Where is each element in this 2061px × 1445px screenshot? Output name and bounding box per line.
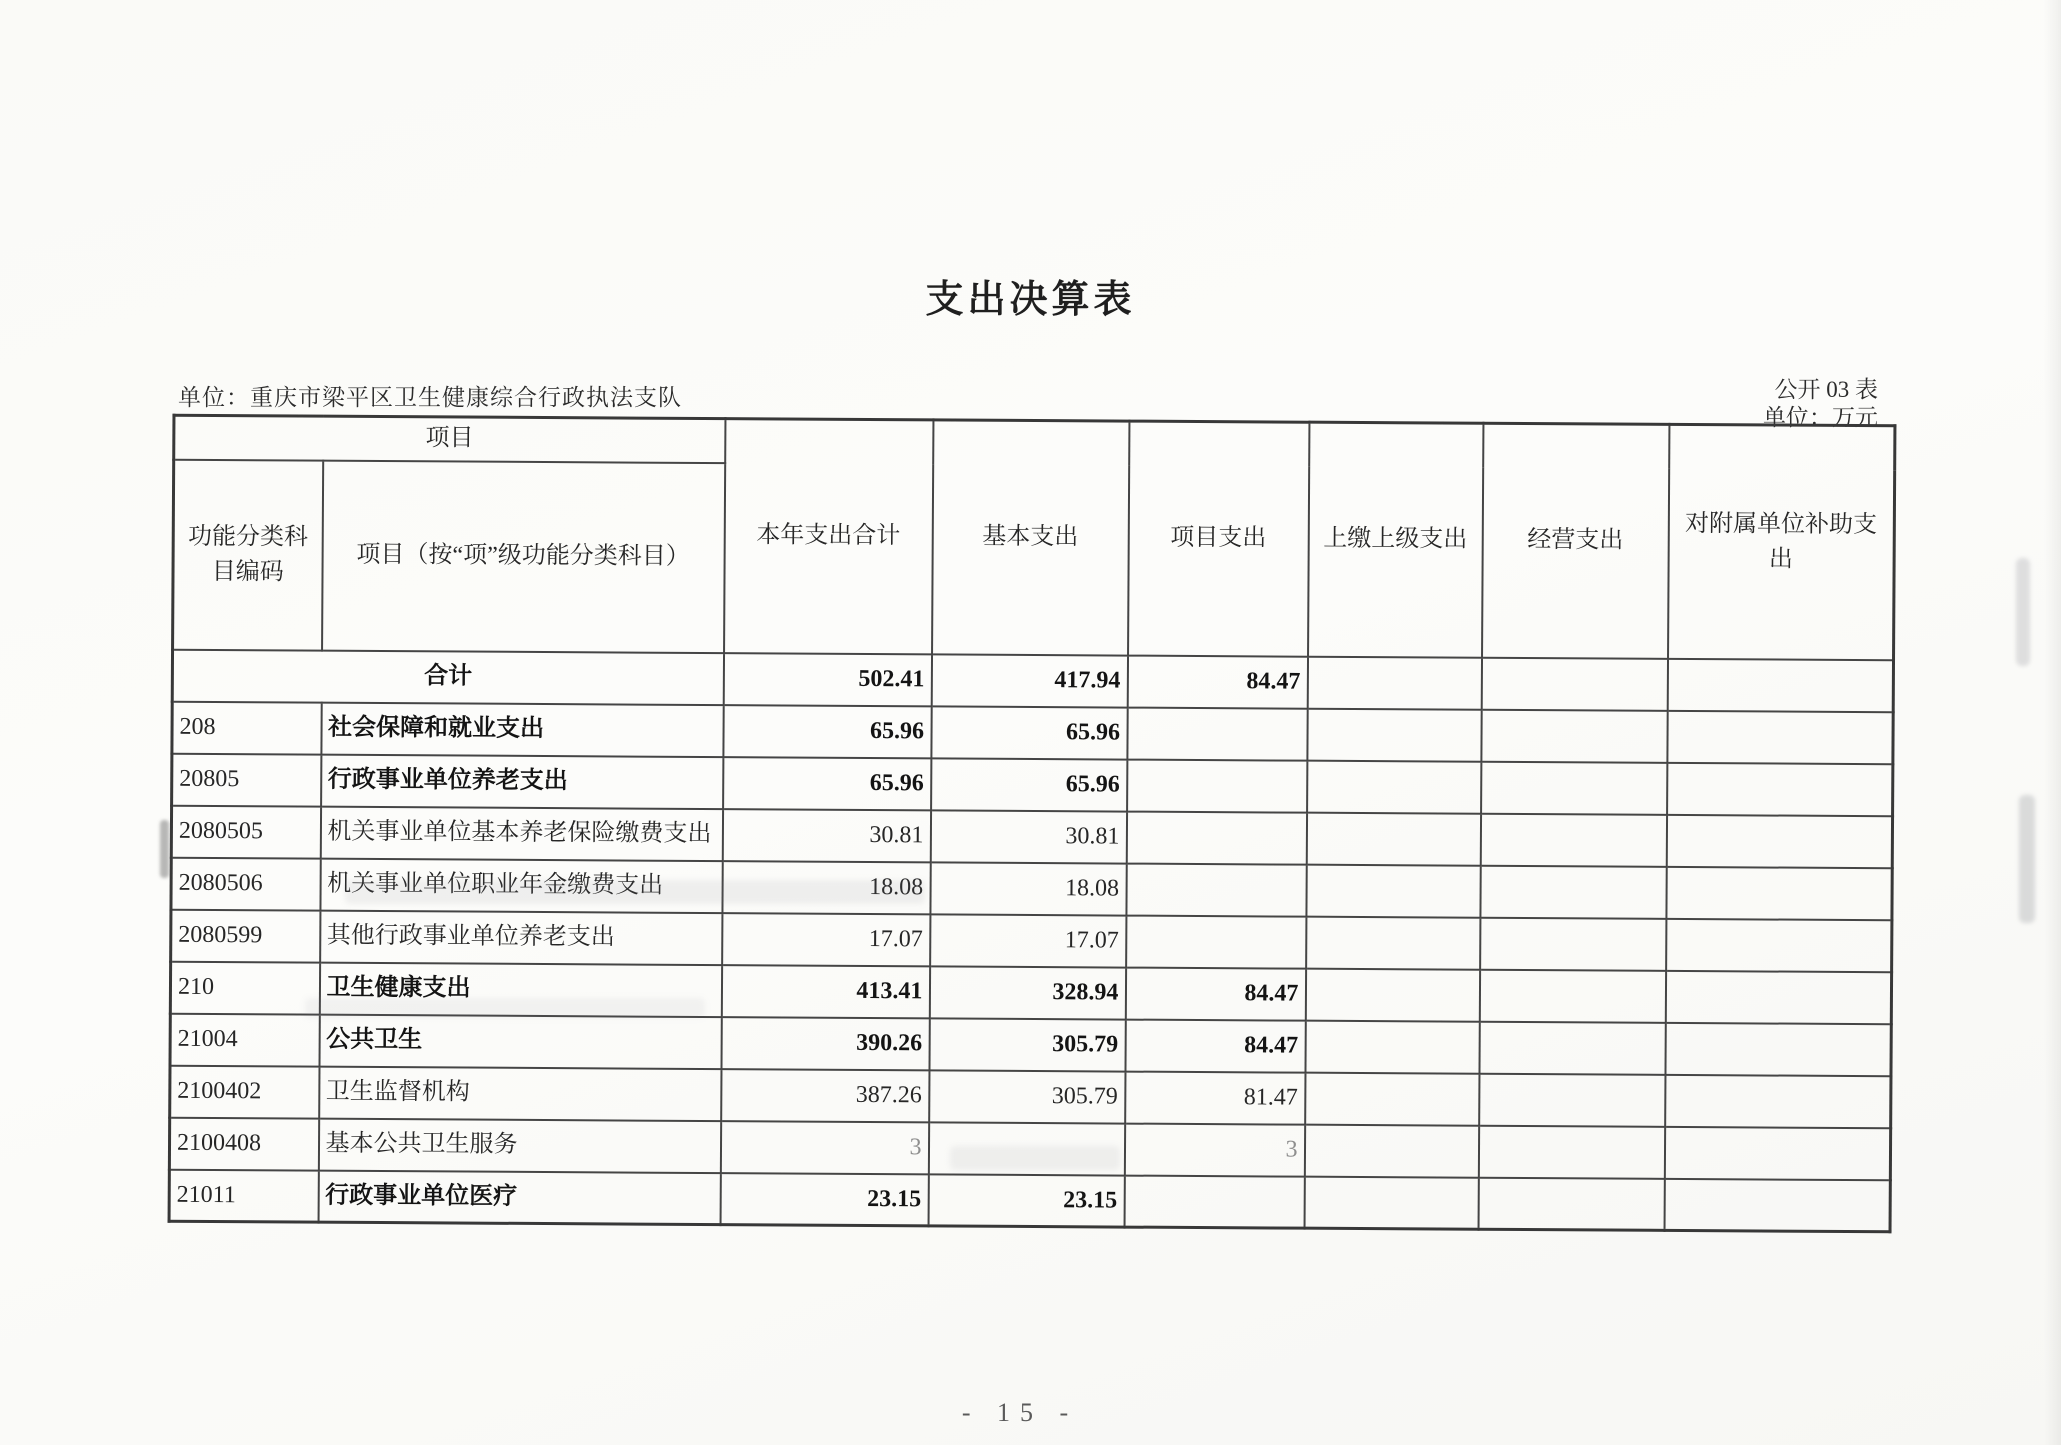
cell-remit-upper [1307, 656, 1481, 709]
cell-basic: 65.96 [931, 706, 1127, 759]
cell-subsidy [1666, 918, 1892, 971]
cell-year-total: 413.41 [721, 965, 929, 1018]
cell-operating [1481, 657, 1667, 710]
cell-operating [1481, 709, 1667, 762]
cell-basic: 305.79 [929, 1070, 1125, 1123]
cell-remit-upper [1305, 968, 1479, 1021]
cell-remit-upper [1306, 812, 1480, 865]
page-edge-shadow [2044, 0, 2061, 1445]
cell-name: 合计 [172, 649, 723, 704]
cell-project [1126, 915, 1306, 968]
cell-subsidy [1665, 970, 1891, 1023]
cell-project [1126, 863, 1306, 916]
header-year-total: 本年支出合计 [724, 419, 933, 654]
header-item-group: 项目 [174, 415, 725, 462]
cell-basic: 17.07 [930, 914, 1126, 967]
cell-year-total: 387.26 [721, 1069, 929, 1122]
cell-name: 其他行政事业单位养老支出 [320, 910, 722, 964]
cell-basic: 417.94 [931, 654, 1127, 707]
cell-subsidy [1667, 658, 1893, 711]
scan-smudge [2019, 795, 2035, 923]
cell-code: 21011 [169, 1169, 318, 1222]
cell-year-total: 17.07 [722, 913, 930, 966]
cell-operating [1478, 1125, 1664, 1178]
cell-subsidy [1666, 814, 1892, 867]
cell-name: 卫生健康支出 [319, 962, 721, 1016]
cell-basic [928, 1122, 1124, 1175]
cell-basic: 23.15 [928, 1174, 1124, 1227]
cell-basic: 30.81 [930, 810, 1126, 863]
cell-basic: 65.96 [931, 758, 1127, 811]
cell-remit-upper [1304, 1124, 1478, 1177]
header-project: 项目支出 [1128, 421, 1309, 656]
form-code-label: 公开 03 表 [1774, 377, 1878, 402]
cell-basic: 305.79 [929, 1018, 1125, 1071]
header-subsidy-affiliated: 对附属单位补助支出 [1668, 424, 1895, 659]
cell-remit-upper [1304, 1176, 1478, 1229]
cell-project [1127, 759, 1307, 812]
cell-code: 208 [172, 701, 321, 754]
cell-subsidy [1665, 1022, 1891, 1075]
cell-subsidy [1664, 1126, 1890, 1179]
org-unit-label: 单位：重庆市梁平区卫生健康综合行政执法支队 [178, 385, 682, 410]
cell-code: 210 [170, 961, 319, 1014]
cell-name: 公共卫生 [319, 1014, 721, 1068]
cell-project [1126, 811, 1306, 864]
cell-name: 卫生监督机构 [319, 1066, 721, 1120]
scan-smudge [2016, 558, 2030, 666]
cell-remit-upper [1306, 916, 1480, 969]
cell-year-total: 502.41 [723, 653, 931, 706]
cell-code: 2080505 [171, 805, 320, 858]
cell-basic: 328.94 [929, 966, 1125, 1019]
cell-subsidy [1666, 866, 1892, 919]
cell-code: 20805 [172, 753, 321, 806]
cell-operating [1479, 969, 1665, 1022]
header-code: 功能分类科目编码 [173, 459, 323, 650]
page-title: 支出决算表 [925, 279, 1136, 321]
cell-operating [1480, 813, 1666, 866]
cell-name: 基本公共卫生服务 [318, 1118, 720, 1172]
cell-operating [1479, 1021, 1665, 1074]
cell-name: 行政事业单位医疗 [318, 1170, 720, 1224]
cell-remit-upper [1305, 1072, 1479, 1125]
cell-project: 84.47 [1125, 1019, 1305, 1072]
cell-year-total: 30.81 [722, 809, 930, 862]
cell-subsidy [1667, 762, 1893, 815]
cell-year-total: 65.96 [723, 705, 931, 758]
cell-year-total: 18.08 [722, 861, 930, 914]
cell-subsidy [1664, 1178, 1890, 1231]
cell-remit-upper [1307, 760, 1481, 813]
cell-name: 机关事业单位职业年金缴费支出 [320, 858, 722, 912]
cell-operating [1480, 917, 1666, 970]
expenditure-table [168, 414, 1897, 1234]
cell-project [1124, 1175, 1304, 1228]
header-operating: 经营支出 [1482, 423, 1669, 658]
scan-smudge [160, 820, 169, 878]
currency-unit-label: 单位：万元 [1763, 405, 1878, 430]
cell-operating [1480, 865, 1666, 918]
cell-subsidy [1667, 710, 1893, 763]
cell-project: 3 [1124, 1123, 1304, 1176]
cell-remit-upper [1307, 708, 1481, 761]
cell-name: 机关事业单位基本养老保险缴费支出 [320, 806, 722, 860]
header-item: 项目（按“项”级功能分类科目） [322, 460, 725, 652]
cell-code: 2100408 [169, 1117, 318, 1170]
cell-year-total: 65.96 [723, 757, 931, 810]
cell-code: 2080506 [171, 857, 320, 910]
cell-name: 行政事业单位养老支出 [321, 754, 723, 808]
cell-subsidy [1665, 1074, 1891, 1127]
header-remit-upper: 上缴上级支出 [1308, 422, 1483, 657]
cell-basic: 18.08 [930, 862, 1126, 915]
table-row [169, 1169, 1890, 1232]
cell-remit-upper [1305, 1020, 1479, 1073]
cell-project [1127, 707, 1307, 760]
page-number: - 15 - [961, 1398, 1079, 1427]
cell-code: 2100402 [170, 1065, 319, 1118]
cell-operating [1478, 1177, 1664, 1230]
cell-year-total: 23.15 [720, 1173, 928, 1226]
cell-project: 81.47 [1125, 1071, 1305, 1124]
cell-operating [1479, 1073, 1665, 1126]
cell-code: 2080599 [171, 909, 320, 962]
header-basic: 基本支出 [932, 420, 1129, 655]
cell-project: 84.47 [1127, 655, 1307, 708]
cell-project: 84.47 [1125, 967, 1305, 1020]
cell-code: 21004 [170, 1013, 319, 1066]
cell-name: 社会保障和就业支出 [321, 702, 723, 756]
cell-year-total: 390.26 [721, 1017, 929, 1070]
cell-year-total: 3 [720, 1121, 928, 1174]
cell-operating [1481, 761, 1667, 814]
cell-remit-upper [1306, 864, 1480, 917]
